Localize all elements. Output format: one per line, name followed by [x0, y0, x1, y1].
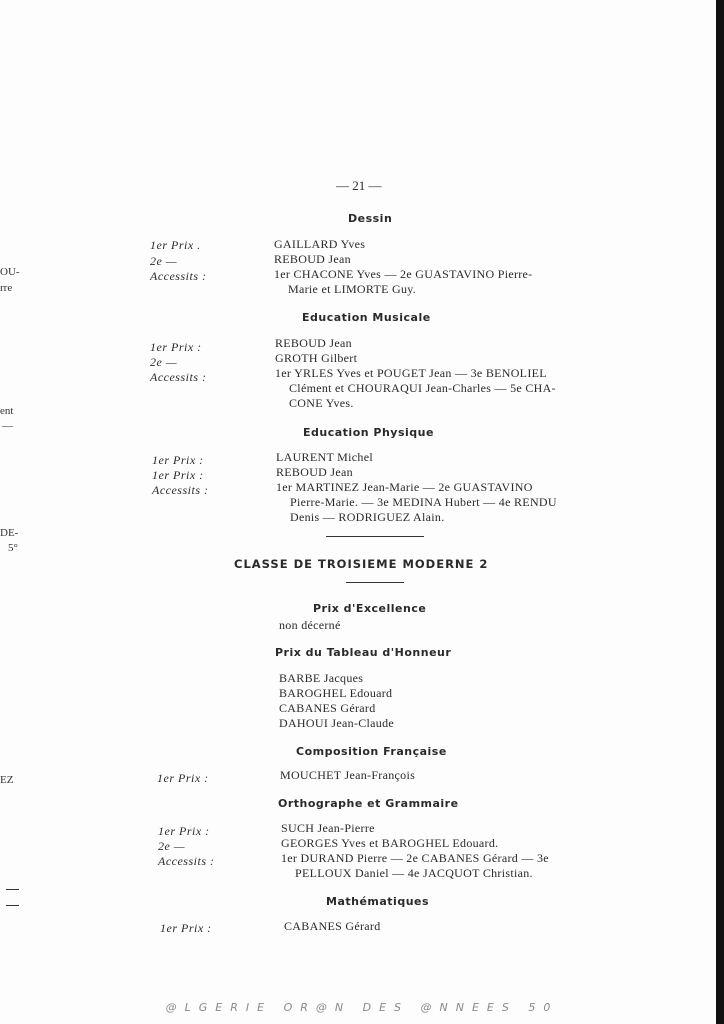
section-divider — [326, 536, 424, 537]
margin-fragment: EZ — [0, 774, 14, 786]
section-heading-physique: Education Physique — [303, 426, 434, 439]
prize-winner: GROTH Gilbert — [275, 351, 358, 365]
title-underline — [346, 582, 404, 583]
section-heading-maths: Mathématiques — [326, 895, 430, 908]
prize-winner: Denis — RODRIGUEZ Alain. — [290, 510, 445, 524]
margin-dash — [6, 889, 19, 890]
prize-label: 1er Prix : — [157, 771, 209, 785]
prize-winner: REBOUD Jean — [276, 465, 353, 479]
prize-label: 1er Prix : — [158, 824, 210, 838]
margin-fragment: — — [2, 420, 13, 432]
section-heading-musicale: Education Musicale — [302, 311, 431, 324]
prize-winner: MOUCHET Jean-François — [280, 768, 416, 782]
prize-winner: 1er YRLES Yves et POUGET Jean — 3e BENOLIEL — [275, 366, 547, 380]
prize-winner: Clément et CHOURAQUI Jean-Charles — 5e CHA- — [289, 381, 556, 395]
prize-winner: PELLOUX Daniel — 4e JACQUOT Christian. — [295, 866, 533, 880]
prize-label: 1er Prix : — [150, 340, 202, 354]
prize-winner: GAILLARD Yves — [274, 237, 366, 251]
prize-winner: non décerné — [279, 618, 341, 632]
prize-label: 2e — — [158, 839, 185, 853]
prize-winner: SUCH Jean-Pierre — [281, 821, 375, 835]
prize-winner: REBOUD Jean — [275, 336, 352, 350]
prize-label: 1er Prix . — [150, 238, 201, 252]
prize-winner: 1er DURAND Pierre — 2e CABANES Gérard — 3e — [281, 851, 549, 865]
section-heading-excellence: Prix d'Excellence — [313, 602, 427, 615]
prize-label: 1er Prix : — [160, 921, 212, 935]
prize-label: 1er Prix : — [152, 468, 204, 482]
margin-fragment: DE- — [0, 527, 19, 539]
honor-roll-name: BARBE Jacques — [279, 671, 364, 685]
prize-winner: LAURENT Michel — [276, 450, 373, 464]
margin-fragment: OU- — [0, 266, 20, 278]
prize-winner: CABANES Gérard — [284, 919, 381, 933]
section-heading-composition: Composition Française — [296, 745, 447, 758]
prize-label: 1er Prix : — [152, 453, 204, 467]
section-heading-honneur: Prix du Tableau d'Honneur — [275, 646, 452, 659]
prize-winner: Marie et LIMORTE Guy. — [288, 282, 417, 296]
scan-edge — [716, 0, 724, 1024]
prize-winner: 1er MARTINEZ Jean-Marie — 2e GUASTAVINO — [276, 480, 533, 494]
margin-dash — [6, 905, 19, 906]
page-number: — 21 — — [336, 178, 382, 193]
section-heading-orthographe: Orthographe et Grammaire — [278, 797, 459, 810]
honor-roll-name: BAROGHEL Edouard — [279, 686, 393, 700]
margin-fragment: rre — [0, 282, 13, 294]
prize-winner: 1er CHACONE Yves — 2e GUASTAVINO Pierre- — [274, 267, 533, 281]
margin-fragment: ent — [0, 405, 14, 417]
prize-label: Accessits : — [150, 370, 207, 384]
section-heading-dessin: Dessin — [348, 212, 393, 225]
prize-winner: GEORGES Yves et BAROGHEL Edouard. — [281, 836, 499, 850]
prize-winner: REBOUD Jean — [274, 252, 351, 266]
prize-label: Accessits : — [150, 269, 207, 283]
prize-label: 2e — — [150, 355, 177, 369]
footer-watermark: @LGERIE OR@N DES @NNEES 50 — [165, 1001, 559, 1014]
prize-winner: CONE Yves. — [289, 396, 354, 410]
class-title: CLASSE DE TROISIEME MODERNE 2 — [234, 557, 489, 571]
prize-label: 2e — — [150, 254, 177, 268]
honor-roll-name: DAHOUI Jean-Claude — [279, 716, 395, 730]
honor-roll-name: CABANES Gérard — [279, 701, 376, 715]
prize-winner: Pierre-Marie. — 3e MEDINA Hubert — 4e RENDU — [290, 495, 557, 509]
prize-label: Accessits : — [152, 483, 209, 497]
prize-label: Accessits : — [158, 854, 215, 868]
margin-fragment: 5° — [8, 542, 18, 554]
